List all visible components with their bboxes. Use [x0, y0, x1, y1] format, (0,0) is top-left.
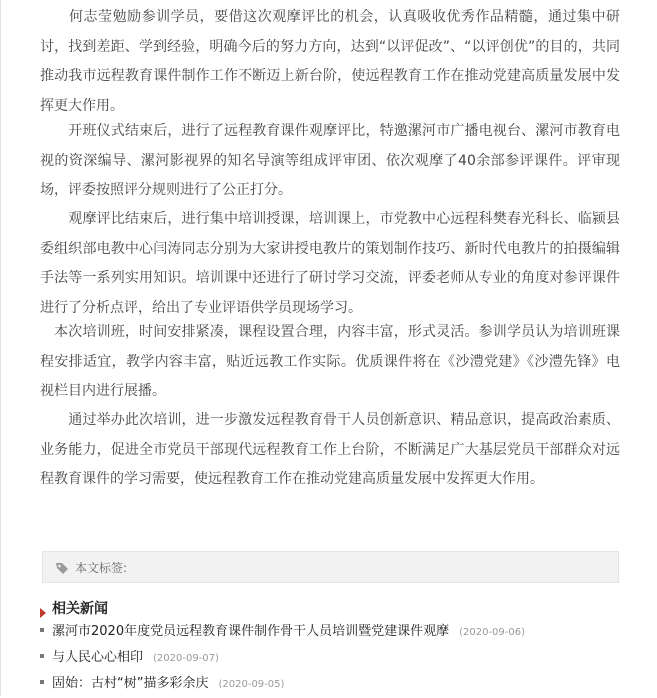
related-news-header	[40, 597, 630, 619]
article-paragraph: 通过举办此次培训，进一步激发远程教育骨干人员创新意识、精品意识，提高政治素质、业务能力，促进全市党员干部现代远程教育工作上台阶，不断满足广大基层党员干部群众对远程教育课件的学习需要，使远程教育工作在推动党建高质量发展中发挥更大作用。	[40, 412, 620, 487]
tags-label: 本文标签:	[75, 560, 128, 575]
related-news-list	[40, 619, 630, 697]
list-item	[40, 671, 630, 697]
tag-icon	[55, 560, 69, 574]
article-paragraph: 观摩评比结束后，进行集中培训授课，培训课上，市党教中心远程科樊春光科长、临颍县委组织部电教中心闫涛同志分别为大家讲授电教片的策划制作技巧、新时代电教片的拍摄编辑手法等一系列实用知识。培训课中还进行了研讨学习交流，评委老师从专业的角度对参评课件进行了分析点评，给出了专业评语供学员现场学习。	[40, 211, 620, 316]
triangle-marker-icon	[40, 603, 46, 613]
news-link[interactable]: 固始：古村“树”描多彩余庆	[52, 676, 209, 691]
news-date: (2020-09-07)	[153, 653, 219, 664]
list-item	[40, 619, 630, 645]
article-paragraph: 开班仪式结束后，进行了远程教育课件观摩评比，特邀漯河市广播电视台、漯河市教育电视的资深编导、漯河影视界的知名导演等组成评审团、依次观摩了40余部参评课件。评审现场，评委按照评分规则进行了公正打分。	[40, 123, 620, 198]
related-news-title: 相关新闻	[52, 601, 108, 617]
article-paragraph: 何志莹勉励参训学员，要借这次观摩评比的机会，认真吸收优秀作品精髓，通过集中研讨，找到差距、学到经验，明确今后的努力方向，达到“以评促改”、“以评创优”的目的，共同推动我市远程教育课件制作工作不断迈上新台阶，使远程教育工作在推动党建高质量发展中发挥更大作用。	[40, 9, 620, 114]
article-paragraph: 本次培训班，时间安排紧凑，课程设置合理，内容丰富，形式灵活。参训学员认为培训班课程安排适宜，教学内容丰富，贴近远教工作实际。优质课件将在《沙澧党建》《沙澧先锋》电视栏目内进行展播。	[40, 324, 620, 399]
bullet-icon	[40, 680, 44, 684]
news-date: (2020-09-06)	[459, 627, 526, 638]
news-link[interactable]: 与人民心心相印	[52, 650, 144, 665]
list-item	[40, 645, 630, 671]
bullet-icon	[40, 654, 44, 658]
left-border	[0, 0, 1, 696]
news-date: (2020-09-05)	[218, 679, 285, 690]
related-news	[40, 597, 630, 697]
news-link[interactable]: 漯河市2020年度党员远程教育课件制作骨干人员培训暨党建课件观摩	[52, 624, 450, 639]
article-tags-bar	[42, 551, 619, 583]
bullet-icon	[40, 628, 44, 632]
